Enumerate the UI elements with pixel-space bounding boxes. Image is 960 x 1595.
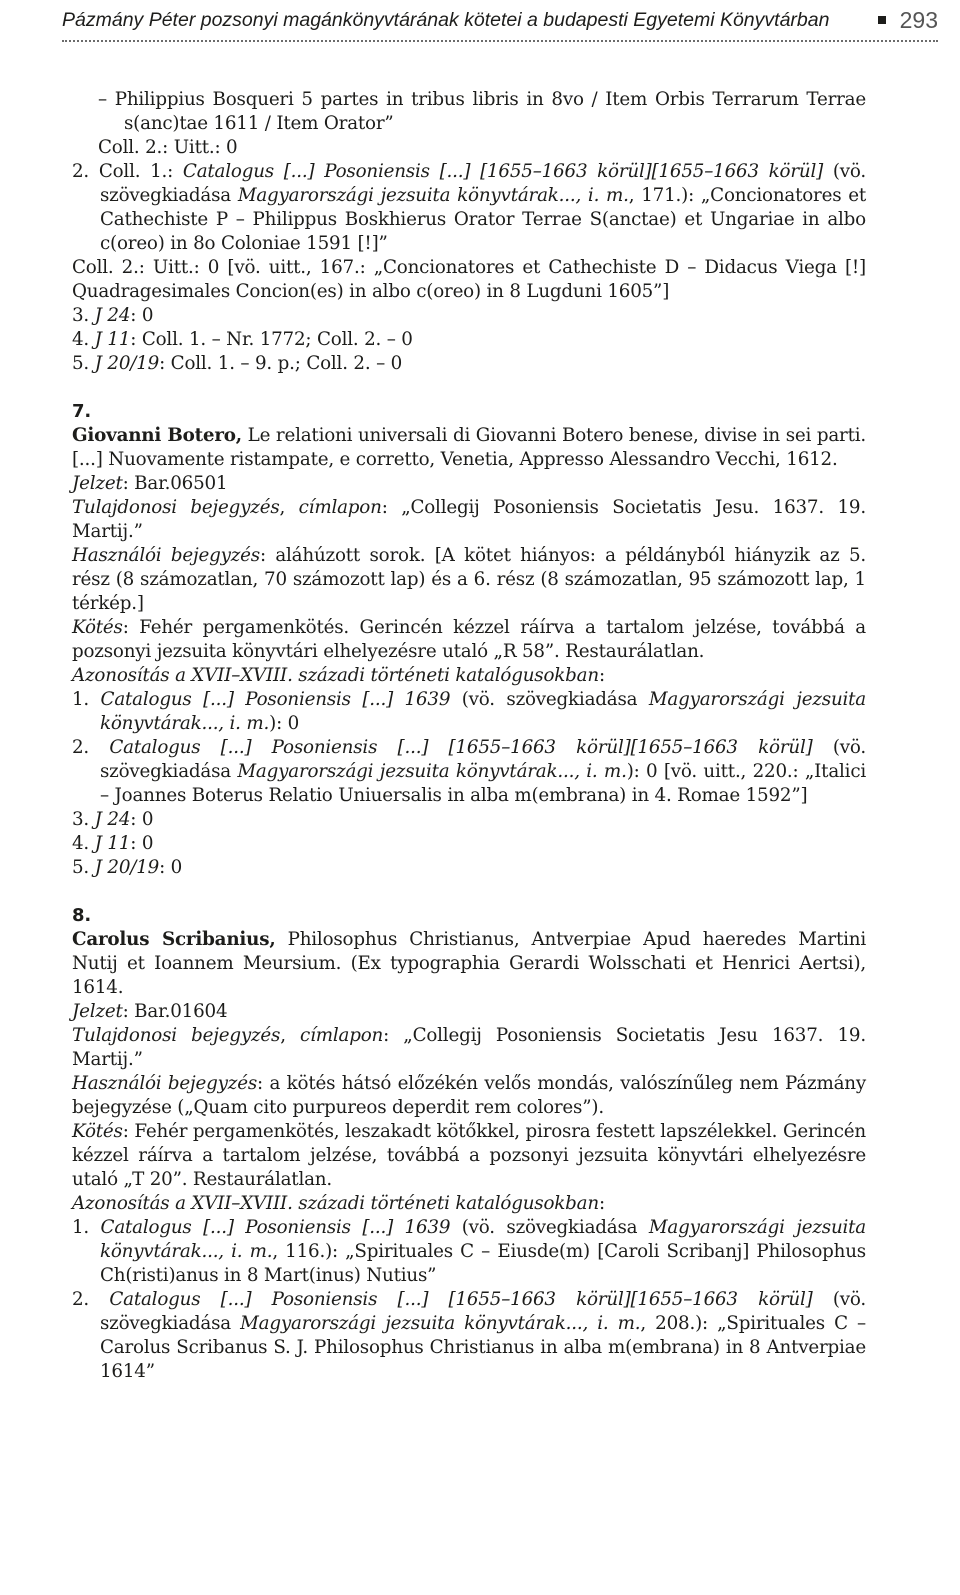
- page-content: [72, 88, 866, 1384]
- binding: [72, 1120, 866, 1192]
- catalog-title: Catalogus [...] Posoniensis [...] [1655–1663 körül][1655–1663 körül]: [109, 1289, 813, 1310]
- field-label: Jelzet: [72, 473, 123, 494]
- catalog-item-4: [72, 328, 866, 352]
- catalog-item-3: [72, 304, 866, 328]
- text-run: : Coll. 1. – Nr. 1772; Coll. 2. – 0: [130, 329, 413, 350]
- catalog-item-5: [72, 856, 866, 880]
- separator: ,: [279, 497, 299, 518]
- catalog-item-5: [72, 352, 866, 376]
- text-run: (vö. szövegkiadása: [450, 689, 649, 710]
- book-title: Le relationi universali di Giovanni Botero benese, divise in sei parti. [...] Nuovamente ristampate, e corretto, Venetia, Appresso Alessandro Vecchi, 1612.: [72, 425, 866, 470]
- field-value: : a kötés hátsó előzékén velős mondás, valószínűleg nem Pázmány bejegyzése („Quam cito purpureos deperdit rem colores”).: [72, 1073, 866, 1118]
- user-notes: [72, 1072, 866, 1120]
- binding: [72, 616, 866, 664]
- catalog-title: Catalogus [...] Posoniensis [...] 1639: [100, 689, 451, 710]
- item-prefix: 2.: [72, 737, 110, 758]
- field-value: : Bar.06501: [122, 473, 228, 494]
- field-value: : aláhúzott sorok. [A kötet hiányos: a példányból hiányzik az 5. rész (8 számozatlan, 70 számozott lap) és a 6. rész (8 számozatlan, 95 számozott lap, 1 térkép.]: [72, 545, 866, 614]
- separator: :: [598, 1193, 605, 1214]
- item-prefix: 4.: [72, 329, 95, 350]
- catalog-siglum: J 11: [94, 329, 131, 350]
- field-label: Kötés: [72, 1121, 123, 1142]
- text-run: (vö. szövegkiadása: [100, 737, 866, 782]
- item-prefix: 4.: [72, 833, 95, 854]
- item-prefix: 1.: [72, 1217, 101, 1238]
- field-label: Használói bejegyzés: [72, 1073, 257, 1094]
- owner-inscription: [72, 496, 866, 544]
- text-run: (vö. szövegkiadása: [450, 1217, 649, 1238]
- catalog-item-2: [72, 736, 866, 808]
- reference-title: Magyarországi jezsuita könyvtárak..., i. m.: [100, 1217, 867, 1262]
- field-value: : Fehér pergamenkötés, leszakadt kötőkkel, pirosra festett lapszélekkel. Gerincén kézzel ráírva a tartalom jelzése, továbbá a pozsonyi jezsuita könyvtári elhelyezésre utaló „T 20”. Restaurálatlan.: [72, 1121, 866, 1190]
- coll-note: Coll. 2.: Uitt.: 0: [98, 137, 238, 158]
- identification-heading: [72, 664, 866, 688]
- entry-number: 7.: [72, 401, 91, 422]
- field-label: Tulajdonosi bejegyzés: [72, 1025, 281, 1046]
- entry-title: [72, 928, 866, 1000]
- field-label: Kötés: [72, 617, 123, 638]
- book-title: Philosophus Christianus, Antverpiae Apud haeredes Martini Nutij et Ioannem Meursium. (Ex typographia Gerardi Wolsschati et Henrici Aertsi), 1614.: [72, 929, 866, 998]
- catalog-siglum: J 11: [94, 833, 131, 854]
- running-header: [62, 0, 938, 42]
- entry-8: [72, 904, 866, 1384]
- shelfmark: [72, 472, 866, 496]
- catalog-quote: – Philippius Bosqueri 5 partes in tribus libris in 8vo / Item Orbis Terrarum Terrae s(anc)tae 1611 / Item Orator”: [98, 89, 866, 134]
- catalog-item-3: [72, 808, 866, 832]
- reference-title: Magyarországi jezsuita könyvtárak..., i. m.: [100, 689, 867, 734]
- field-value: : Fehér pergamenkötés. Gerincén kézzel ráírva a tartalom jelzése, továbbá a pozsonyi jezsuita könyvtári elhelyezésre utaló „R 58”. Restaurálatlan.: [72, 617, 866, 662]
- square-marker-icon: [878, 16, 886, 24]
- catalog-title: Catalogus [...] Posoniensis [...] [1655–1663 körül][1655–1663 körül]: [109, 737, 813, 758]
- field-label: Jelzet: [72, 1001, 123, 1022]
- text-run: : Coll. 1. – 9. p.; Coll. 2. – 0: [159, 353, 403, 374]
- item-prefix: 1.: [72, 689, 101, 710]
- catalog-item-1: [72, 1216, 866, 1288]
- text-run: (vö. szövegkiadása: [100, 1289, 866, 1334]
- text-run: ): 0: [269, 713, 300, 734]
- catalog-item-4: [72, 832, 866, 856]
- text-run: , 171.): „Concionatores et Cathechiste P – Philippus Boskhierus Orator Terrae S(anctae) et Ungariae in albo c(oreo) in 8o Coloniae 1591 [!]”: [100, 185, 866, 254]
- entry-6-continuation: [72, 88, 866, 376]
- catalog-item-2: [72, 160, 866, 256]
- page-number: 293: [899, 6, 938, 33]
- text-run: (vö. szövegkiadása: [100, 161, 866, 206]
- text-run: , 116.): „Spirituales C – Eiusde(m) [Caroli Scribanj] Philosophus Ch(risti)anus in 8 Mart(inus) Nutius”: [100, 1241, 866, 1286]
- header-right: [878, 7, 938, 34]
- text-run: , 208.): „Spirituales C – Carolus Scribanus S. J. Philosophus Christianus in alba m(embrana) in 8 Antverpiae 1614”: [100, 1313, 866, 1382]
- owner-inscription: [72, 1024, 866, 1072]
- catalog-item-2: [72, 1288, 866, 1384]
- field-label: Tulajdonosi bejegyzés: [72, 497, 280, 518]
- field-label: Azonosítás a XVII–XVIII. századi történeti katalógusokban: [72, 665, 599, 686]
- text-run: : 0: [130, 305, 154, 326]
- entry-title: [72, 424, 866, 472]
- separator: :: [598, 665, 605, 686]
- item-prefix: 3.: [72, 809, 95, 830]
- user-notes: [72, 544, 866, 616]
- text-run: ): 0 [vö. uitt., 220.: „Italici – Joannes Boterus Relatio Uniuersalis in alba m(embrana) in 4. Romae 1592”]: [100, 761, 866, 806]
- catalog-title: Catalogus [...] Posoniensis [...] 1639: [100, 1217, 451, 1238]
- coll-note: Coll. 2.: Uitt.: 0 [vö. uitt., 167.: „Concionatores et Cathechiste D – Didacus Viega [!] Quadragesimales Concion(es) in albo c(oreo) in 8 Lugduni 1605”]: [72, 257, 866, 302]
- field-label: Azonosítás a XVII–XVIII. századi történeti katalógusokban: [72, 1193, 599, 1214]
- author-name: Giovanni Botero,: [72, 425, 242, 446]
- catalog-siglum: J 20/19: [94, 353, 160, 374]
- text-run: : 0: [130, 809, 154, 830]
- item-prefix: 5.: [72, 857, 95, 878]
- item-prefix: 2.: [72, 1289, 110, 1310]
- text-run: : 0: [159, 857, 183, 878]
- entry-7: [72, 400, 866, 880]
- text-run: : 0: [130, 833, 154, 854]
- entry-number: 8.: [72, 905, 91, 926]
- field-label: címlapon: [300, 1025, 384, 1046]
- item-prefix: 3.: [72, 305, 95, 326]
- reference-title: Magyarországi jezsuita könyvtárak..., i. m.: [240, 1313, 641, 1334]
- field-value: : „Collegij Posoniensis Societatis Jesu. 1637. 19. Martij.”: [72, 497, 866, 542]
- item-prefix: 2. Coll. 1.:: [72, 161, 183, 182]
- separator: ,: [280, 1025, 301, 1046]
- identification-heading: [72, 1192, 866, 1216]
- shelfmark: [72, 1000, 866, 1024]
- field-value: : „Collegij Posoniensis Societatis Jesu 1637. 19. Martij.”: [72, 1025, 866, 1070]
- catalog-title: Catalogus [...] Posoniensis [...] [1655–1663 körül][1655–1663 körül]: [182, 161, 824, 182]
- catalog-item-1: [72, 688, 866, 736]
- item-prefix: 5.: [72, 353, 95, 374]
- catalog-siglum: J 24: [94, 305, 131, 326]
- running-title: Pázmány Péter pozsonyi magánkönyvtárának kötetei a budapesti Egyetemi Könyvtárban: [62, 8, 830, 31]
- catalog-siglum: J 24: [94, 809, 131, 830]
- author-name: Carolus Scribanius,: [72, 929, 276, 950]
- field-label: címlapon: [298, 497, 382, 518]
- catalog-siglum: J 20/19: [94, 857, 160, 878]
- field-value: : Bar.01604: [122, 1001, 228, 1022]
- field-label: Használói bejegyzés: [72, 545, 260, 566]
- reference-title: Magyarországi jezsuita könyvtárak..., i. m.: [237, 761, 627, 782]
- continuation-block: [98, 88, 866, 160]
- reference-title: Magyarországi jezsuita könyvtárak..., i. m.: [237, 185, 629, 206]
